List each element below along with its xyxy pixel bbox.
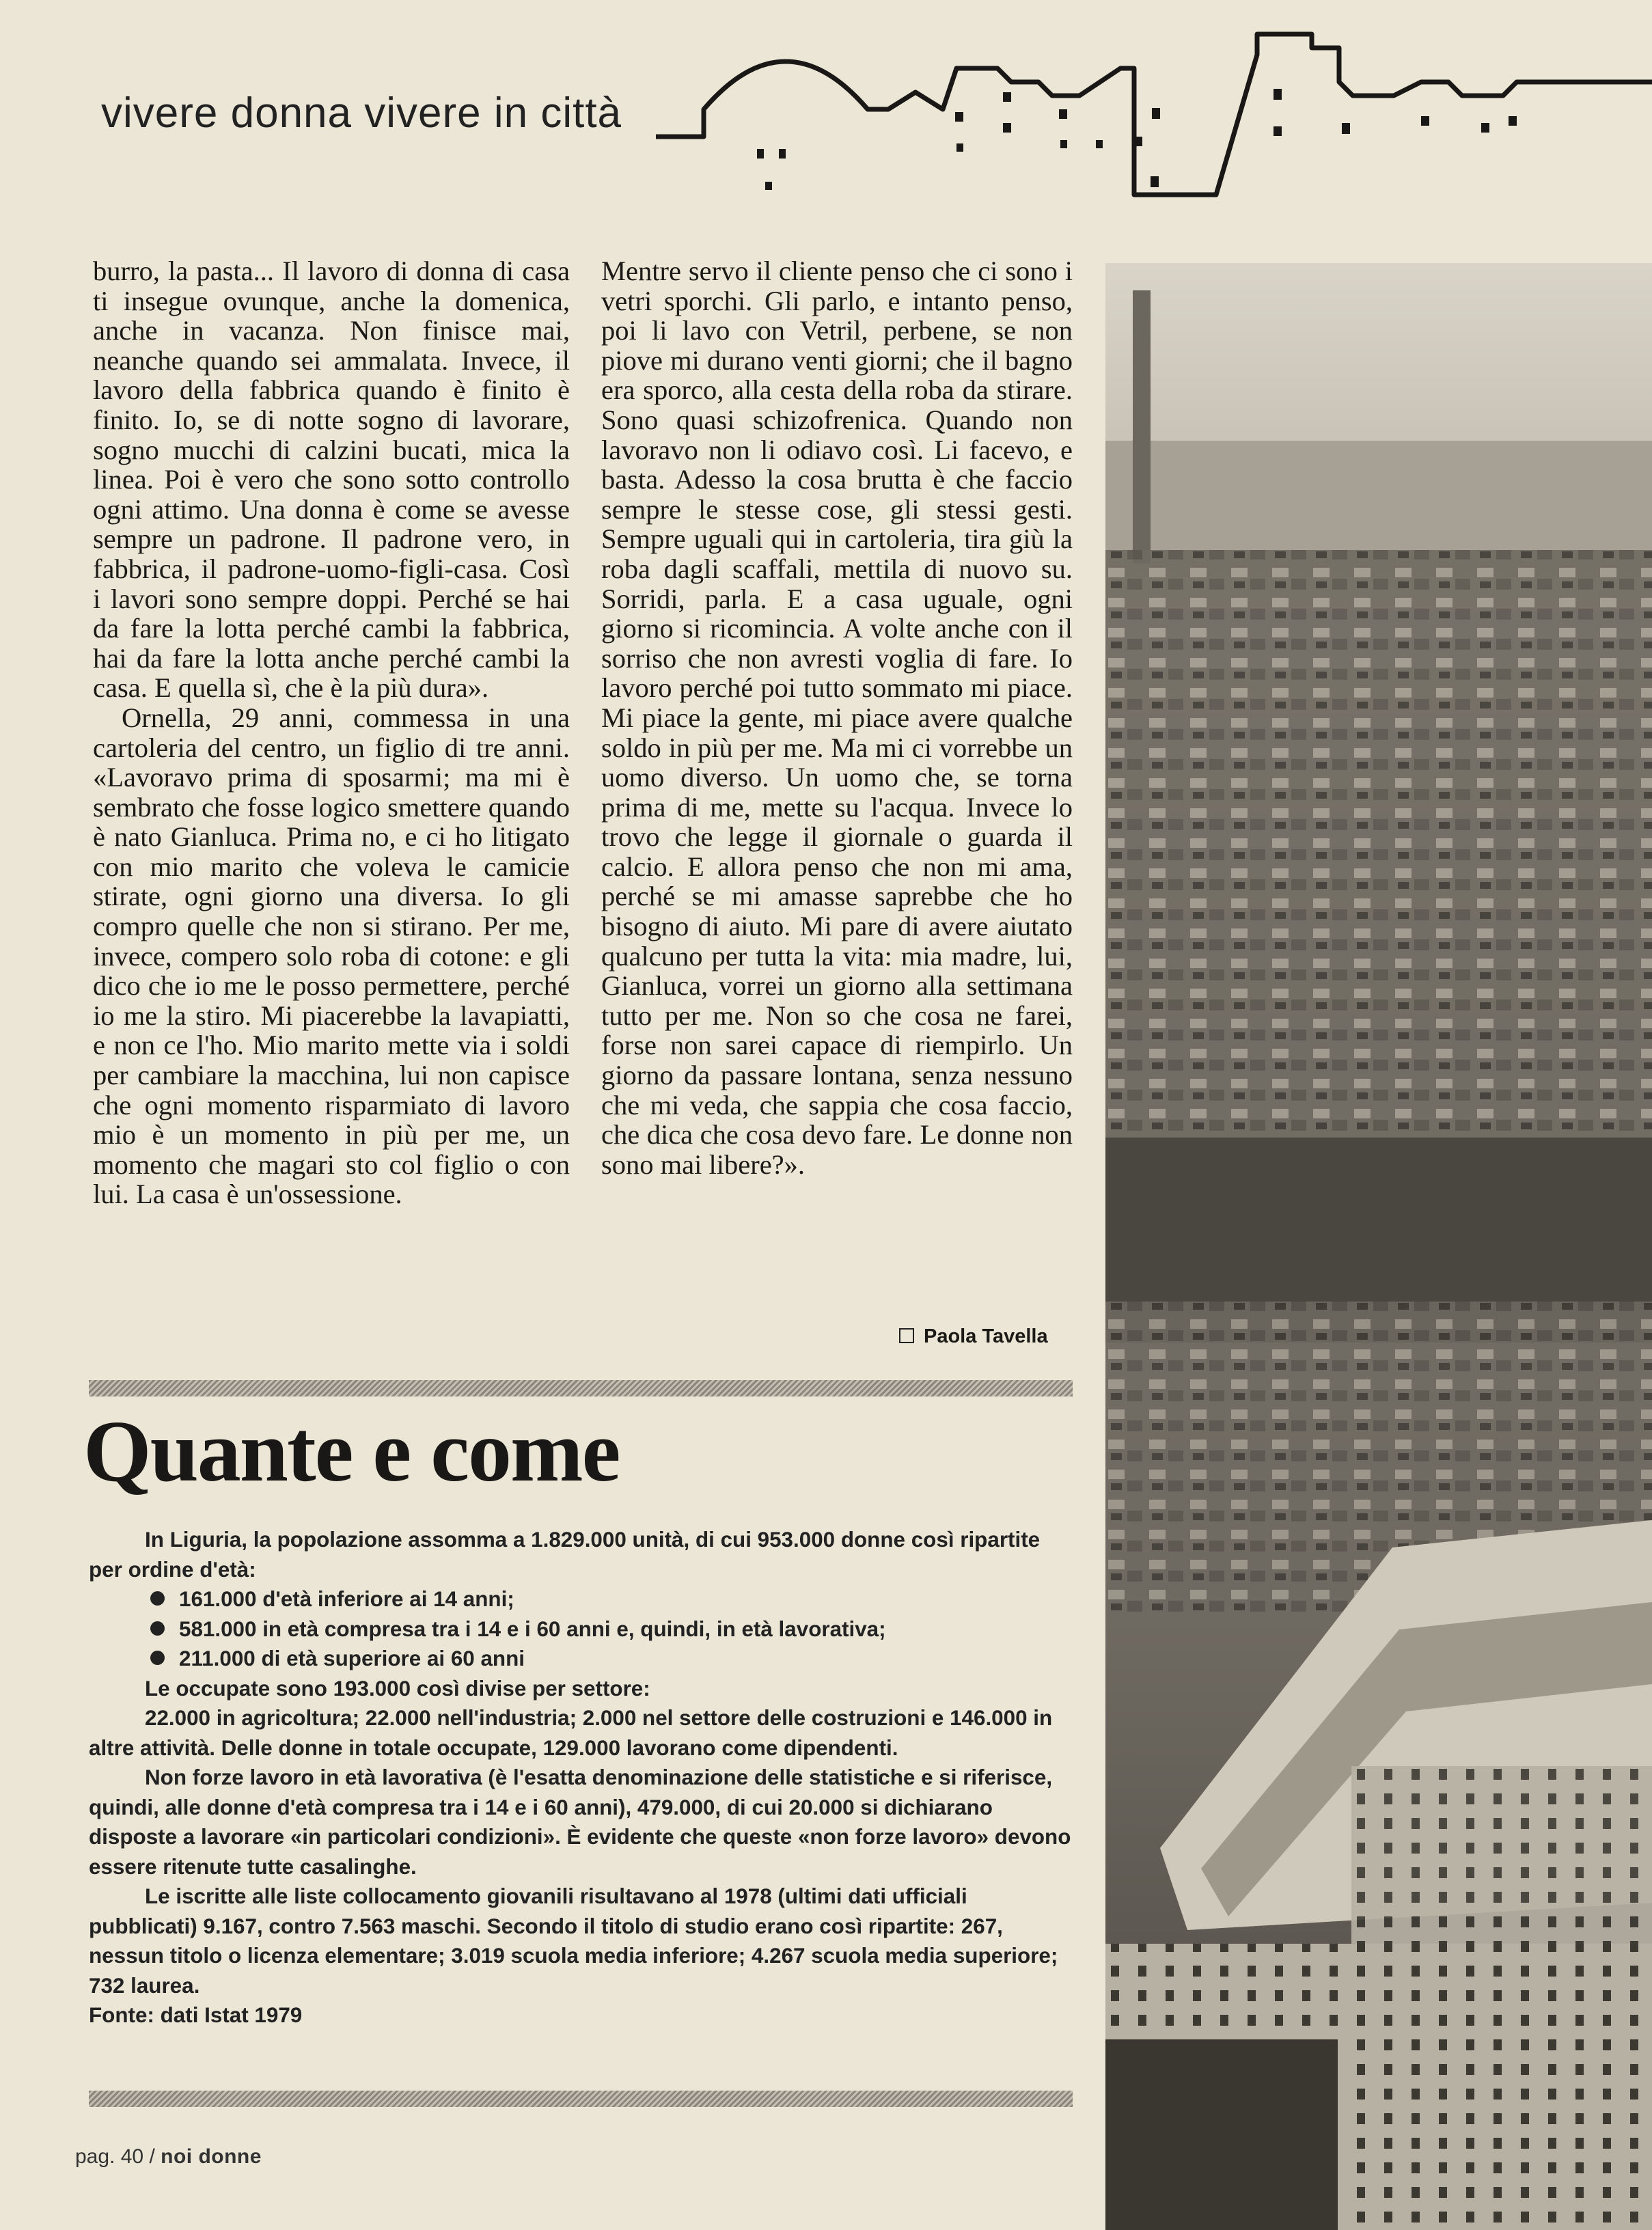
article-paragraph: Mentre servo il cliente penso che ci sono i vetri sporchi. Gli parlo, e intanto penso, poi li lavo con Vetril, perbene, se non piove mi durano venti giorni; che il bagno era sporco, alla cesta della roba da stirare. Sono quasi schizofrenica. Quando non lavoravo non li odiavo così. Li facevo, e basta. Adesso la cosa brutta è che faccio sempre le stesse cose, gli stessi gesti. Sempre uguali qui in cartoleria, tira giù la roba dagli scaffali, mettila di nuovo su. Sorridi, parla. E a casa uguale, ogni giorno si ricomincia. A volte anche con il sorriso che non avresti voglia di fare. Io lavoro perché poi tutto sommato mi piace. Mi piace la gente, mi piace avere qualche soldo in più per me. Ma mi ci vorrebbe un uomo diverso. Un uomo che, se torna prima di me, mette su l'acqua. Invece lo trovo che legge il giornale o guarda il calcio. E allora penso che non mi ama, perché se mi amasse saprebbe che ho bisogno di aiuto. Mi pare di avere aiutato qualcuno per tutta la vita: mia madre, lui, Gianluca, vorrei un giorno alla settimana tutto per me. Non so che cosa ne farei, forse non sarei capace di riempirlo. Un giorno da passare lontana, senza nessuno che mi veda, che sappia che cosa faccio, che dica che cosa devo fare. Le donne non sono mai libere?». [601,256,1073,1180]
section-title: vivere donna vivere in città [101,90,622,137]
magazine-name: noi donne [161,2145,262,2168]
article-paragraph: burro, la pasta... Il lavoro di donna di casa ti insegue ovunque, anche la domenica, anche in vacanza. Non finisce mai, neanche quando sei ammalata. Invece, il lavoro della fabbrica quando è finito è finito. Io, se di notte sogno di lavorare, sogno mucchi di calzini bucati, mica la linea. Poi è vero che sono sotto controllo ogni attimo. Una donna è come se avesse sempre un padrone. Il padrone vero, in fabbrica, il padrone-uomo-figli-casa. Così i lavori sono sempre doppi. Perché se hai da fare la lotta perché cambi la fabbrica, hai da fare la lotta anche perché cambi la casa. E quella sì, che è la più dura». [93,256,570,704]
stats-non-forze: Non forze lavoro in età lavorativa (è l'esatta denominazione delle statistiche e si riferisce, quindi, alle donne d'età compresa tra i 14 e i 60 anni), 479.000, di cui 20.000 si dichiarano disposte a lavorare «in particolari condizioni». È evidente che queste «non forze lavoro» devono essere ritenute tutte casalinghe. [89,1765,1071,1879]
article-paragraph: Ornella, 29 anni, commessa in una cartoleria del centro, un figlio di tre anni. «Lavoravo prima di sposarmi; ma mi è sembrato che fosse logico smettere quando è nato Gianluca. Prima no, e ci ho litigato con mio marito che voleva le camicie stirate, ogni giorno una diversa. Io gli compro quelle che non si stirano. Per me, invece, compero solo roba di cotone: e gli dico che io me le posso permettere, perché io me la stiro. Mi piacerebbe la lavapiatti, e non ce l'ho. Mio marito mette via i soldi per cambiare la macchina, lui non capisce che ogni momento risparmiato di lavoro mio è un momento in più per me, un momento che magari sto col figlio o con lui. La casa è un'ossessione. [93,702,570,1210]
page-number: pag. 40 [75,2145,144,2168]
box-rule-top [89,1380,1073,1396]
stats-box-title: Quante e come [83,1403,620,1500]
stats-intro: In Liguria, la popolazione assomma a 1.829.000 unità, di cui 953.000 donne così ripartite per ordine d'età: [89,1528,1041,1582]
stats-bullet: 161.000 d'età inferiore ai 14 anni; [89,1584,1073,1614]
stats-iscritte: Le iscritte alle liste collocamento giovanili risultavano al 1978 (ultimi dati ufficiali pubblicati) 9.167, contro 7.563 maschi. Secondo il titolo di studio erano così ripartite: 267, nessun titolo o licenza elementare; 3.019 scuola media inferiore; 4.267 scuola media superiore; 732 laurea. [89,1884,1058,1998]
stats-bullet: 581.000 in età compresa tra i 14 e i 60 anni e, quindi, in età lavorativa; [89,1614,1073,1644]
square-bullet-icon [899,1328,914,1343]
stats-box [89,1525,1073,2031]
article-column-right [601,256,1073,1179]
stats-bullet: 211.000 di età superiore ai 60 anni [89,1644,1073,1674]
skyline-illustration [656,27,1652,205]
footer-separator: / [149,2145,155,2168]
city-photo [1105,263,1652,2230]
byline [899,1325,1048,1348]
stats-sectors: 22.000 in agricoltura; 22.000 nell'industria; 2.000 nel settore delle costruzioni e 146.000 in altre attività. Delle donne in totale occupate, 129.000 lavorano come dipendenti. [89,1706,1053,1760]
stats-employed: Le occupate sono 193.000 così divise per settore: [145,1676,650,1701]
byline-author: Paola Tavella [924,1325,1048,1347]
article-column-left [93,256,570,1209]
stats-source: Fonte: dati Istat 1979 [89,2003,303,2027]
page-footer [75,2145,262,2169]
box-rule-bottom [89,2091,1073,2107]
